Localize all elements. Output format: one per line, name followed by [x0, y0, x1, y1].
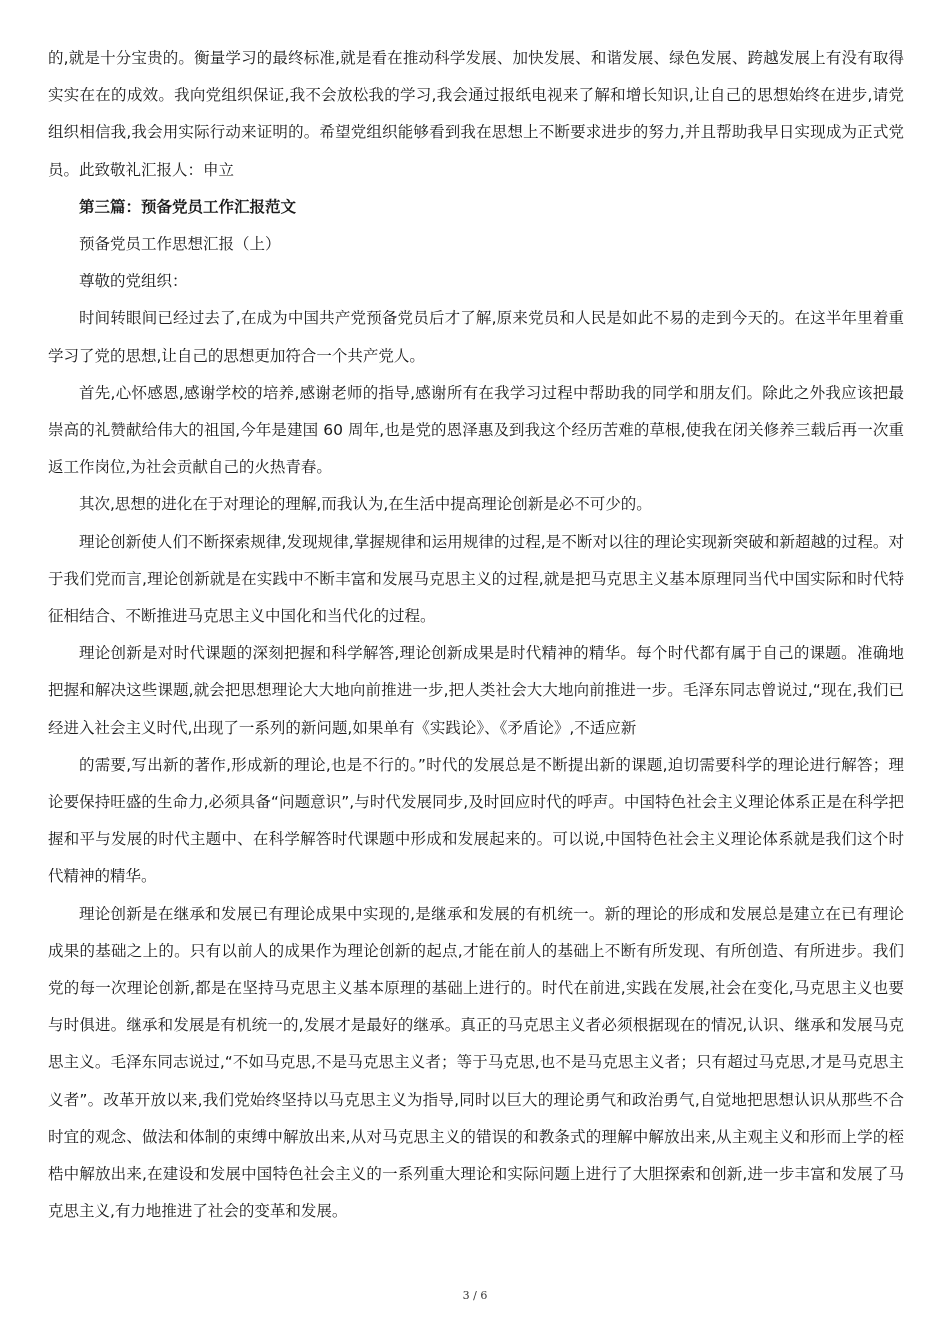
body-paragraph: 时间转眼间已经过去了,在成为中国共产党预备党员后才了解,原来党员和人民是如此不易的走到今天的。在这半年里着重学习了党的思想,让自己的思想更加符合一个共产党人。 — [48, 309, 904, 365]
document-subtitle: 预备党员工作思想汇报（上） — [79, 235, 281, 254]
body-paragraph: 理论创新使人们不断探索规律,发现规律,掌握规律和运用规律的过程,是不断对以往的理论实现新突破和新超越的过程。对于我们党而言,理论创新就是在实践中不断丰富和发展马克思主义的过程,就是把马克思主义基本原理同当代中国实际和时代特征相结合、不断推进马克思主义中国化和当代化的过程。 — [48, 532, 904, 626]
page-number: 3 / 6 — [462, 1289, 488, 1302]
body-paragraph: 的需要,写出新的著作,形成新的理论,也是不行的。”时代的发展总是不断提出新的课题,迫切需要科学的理论进行解答；理论要保持旺盛的生命力,必须具备“问题意识”,与时代发展同步,及时回应时代的呼声。中国特色社会主义理论体系正是在科学把握和平与发展的时代主题中、在科学解答时代课题中形成和发展起来的。可以说,中国特色社会主义理论体系就是我们这个时代精神的精华。 — [48, 755, 904, 886]
body-paragraph: 理论创新是在继承和发展已有理论成果中实现的,是继承和发展的有机统一。新的理论的形成和发展总是建立在已有理论成果的基础之上的。只有以前人的成果作为理论创新的起点,才能在前人的基础上不断有所发现、有所创造、有所进步。我们党的每一次理论创新,都是在坚持马克思主义基本原理的基础上进行的。时代在前进,实践在发展,社会在变化,马克思主义也要与时俱进。继承和发展是有机统一的,发展才是最好的继承。真正的马克思主义者必须根据现在的情况,认识、继承和发展马克思主义。毛泽东同志说过,“不如马克思,不是马克思主义者；等于马克思,也不是马克思主义者；只有超过马克思,才是马克思主义者”。改革开放以来,我们党始终坚持以马克思主义为指导,同时以巨大的理论勇气和政治勇气,自觉地把思想认识从那些不合时宜的观念、做法和体制的束缚中解放出来,从对马克思主义的错误的和教条式的理解中解放出来,从主观主义和形而上学的桎梏中解放出来,在建设和发展中国特色社会主义的一系列重大理论和实际问题上进行了大胆探索和创新,进一步丰富和发展了马克思主义,有力地推进了社会的变革和发展。 — [48, 904, 904, 1221]
body-paragraph: 理论创新是对时代课题的深刻把握和科学解答,理论创新成果是时代精神的精华。每个时代都有属于自己的课题。准确地把握和解决这些课题,就会把思想理论大大地向前推进一步,把人类社会大大地向前推进一步。毛泽东同志曾说过,“现在,我们已经进入社会主义时代,出现了一系列的新问题,如果单有《实践论》、《矛盾论》,不适应新 — [48, 644, 904, 737]
body-paragraph: 首先,心怀感恩,感谢学校的培养,感谢老师的指导,感谢所有在我学习过程中帮助我的同学和朋友们。除此之外我应该把最崇高的礼赞献给伟大的祖国,今年是建国 60 周年,也是党的恩泽惠及到我这个经历苦难的草根,使我在闭关修养三载后再一次重返工作岗位,为社会贡献自己的火热青春。 — [48, 383, 904, 477]
body-paragraph: 其次,思想的进化在于对理论的理解,而我认为,在生活中提高理论创新是必不可少的。 — [79, 495, 652, 514]
continuation-paragraph: 的,就是十分宝贵的。衡量学习的最终标准,就是看在推动科学发展、加快发展、和谐发展、绿色发展、跨越发展上有没有取得实实在在的成效。我向党组织保证,我不会放松我的学习,我会通过报纸电视来了解和增长知识,让自己的思想始终在进步,请党组织相信我,我会用实际行动来证明的。希望党组织能够看到我在思想上不断要求进步的努力,并且帮助我早日实现成为正式党员。此致敬礼汇报人：申立 — [48, 49, 904, 179]
salutation: 尊敬的党组织： — [79, 272, 188, 291]
document-body — [48, 40, 904, 1231]
section-heading: 第三篇：预备党员工作汇报范文 — [79, 197, 297, 216]
